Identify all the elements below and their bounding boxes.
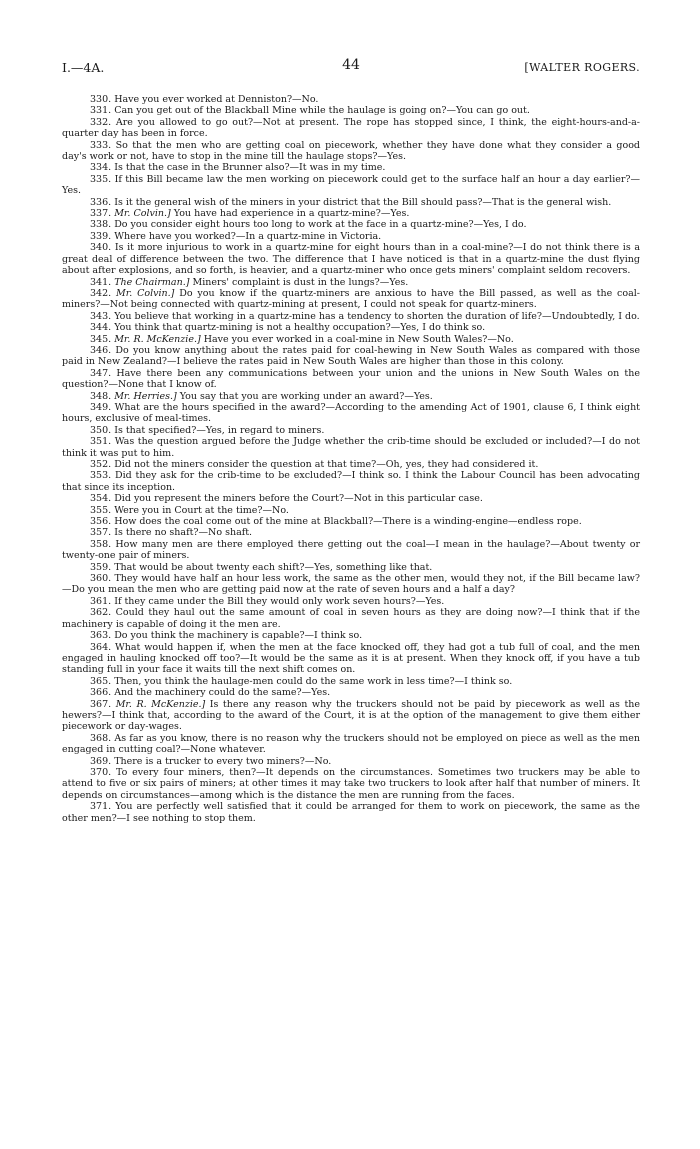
question-number: 353. [90, 470, 112, 482]
question-text: How many men are there employed there getting out the coal—I mean in the haulage?—About twenty or twenty-one pair of miners. [62, 538, 640, 562]
question-number: 367. [90, 698, 112, 710]
question-text: You think that quartz-mining is not a healthy occupation?—Yes, I do think so. [114, 322, 486, 334]
question-number: 331. [90, 105, 112, 117]
question-text: You are perfectly well satisfied that it could be arranged for them to work on piecework, the same as the other men?—I see nothing to stop them. [62, 801, 640, 824]
question-answer-paragraph [62, 767, 640, 801]
evidence-body [62, 94, 640, 824]
question-answer-paragraph [62, 105, 640, 116]
question-text: Are you allowed to go out?—Not at present. The rope has stopped since, I think, the eight-hours-and-a-quarter day has been in force. [62, 116, 640, 140]
question-number: 330. [90, 94, 112, 105]
question-number: 338. [90, 219, 112, 231]
question-answer-paragraph [62, 117, 640, 140]
question-number: 358. [90, 538, 112, 550]
question-answer-paragraph [62, 642, 640, 676]
question-text: Is it more injurious to work in a quartz-mine for eight hours than in a coal-mine?—I do not think there is a great deal of difference between the two. The difference that I have noticed is that in a quartz-mine the dust flying about after explosions, and so forth, is heavier, and a quartz-miner who once gets miners' complaint seldom recovers. [62, 242, 640, 277]
question-number: 340. [90, 242, 112, 254]
question-text: To every four miners, then?—It depends on the circumstances. Sometimes two truckers may be able to attend to five or six pairs of miners; at other times it may take two truckers to look after half that number of miners. It depends on circumstances—among which is the distance the men are running from the faces. [62, 766, 640, 801]
question-number: 361. [90, 595, 112, 607]
question-text: Is it the general wish of the miners in your district that the Bill should pass?—That is the general wish. [114, 196, 612, 208]
question-number: 369. [90, 755, 112, 767]
question-answer-paragraph [62, 539, 640, 562]
question-number: 360. [90, 573, 112, 585]
question-number: 336. [90, 196, 112, 208]
question-number: 349. [90, 401, 112, 413]
question-answer-paragraph [62, 322, 640, 333]
question-number: 371. [90, 801, 112, 813]
question-number: 342. [90, 287, 112, 299]
question-number: 343. [90, 310, 112, 322]
question-answer-paragraph [62, 219, 640, 230]
question-number: 356. [90, 516, 112, 528]
question-text: Did they ask for the crib-time to be excluded?—I think so. I think the Labour Council has been advocating that since its inception. [62, 470, 640, 493]
question-number: 341. [90, 276, 112, 288]
question-answer-paragraph [62, 687, 640, 698]
question-number: 362. [90, 607, 112, 619]
question-answer-paragraph [62, 311, 640, 322]
question-answer-paragraph [62, 505, 640, 516]
page-number: 44 [342, 57, 360, 73]
question-text: If this Bill became law the men working on piecework could get to the surface half an hour a day earlier?—Yes. [62, 173, 640, 197]
question-answer-paragraph [62, 562, 640, 573]
question-text: As far as you know, there is no reason why the truckers should not be employed on piece as well as the men engaged in cutting coal?—None whatever. [62, 732, 640, 756]
page-header [62, 58, 640, 78]
question-number: 337. [90, 208, 112, 220]
question-number: 332. [90, 116, 112, 128]
question-answer-paragraph [62, 208, 640, 219]
question-number: 335. [90, 173, 112, 185]
question-number: 333. [90, 139, 112, 151]
question-answer-paragraph [62, 699, 640, 733]
question-number: 368. [90, 732, 112, 744]
question-answer-paragraph [62, 174, 640, 197]
question-text: How does the coal come out of the mine at Blackball?—There is a winding-engine—endless rope. [114, 516, 582, 528]
question-number: 352. [90, 459, 112, 470]
speaker-name: The Chairman.] [114, 276, 190, 288]
question-answer-paragraph [62, 277, 640, 288]
question-number: 334. [90, 162, 112, 174]
question-number: 348. [90, 390, 112, 402]
question-number: 339. [90, 230, 112, 242]
question-answer-paragraph [62, 630, 640, 641]
question-text: And the machinery could do the same?—Yes. [114, 687, 331, 699]
question-text: Did you represent the miners before the Court?—Not in this particular case. [114, 493, 483, 505]
question-text: That would be about twenty each shift?—Yes, something like that. [114, 561, 433, 573]
question-answer-paragraph [62, 197, 640, 208]
question-text: There is a trucker to every two miners?—No. [114, 755, 332, 767]
question-text: Have you ever worked in a coal-mine in New South Wales?—No. [203, 333, 514, 345]
question-answer-paragraph [62, 573, 640, 596]
question-answer-paragraph [62, 140, 640, 163]
question-text: Have there been any communications between your union and the unions in New South Wales on the question?—None that I know of. [62, 367, 640, 391]
question-answer-paragraph [62, 242, 640, 276]
question-answer-paragraph [62, 231, 640, 242]
question-answer-paragraph [62, 391, 640, 402]
question-answer-paragraph [62, 607, 640, 630]
question-number: 366. [90, 687, 112, 699]
question-answer-paragraph [62, 596, 640, 607]
question-text: Is that specified?—Yes, in regard to miners. [114, 424, 325, 436]
question-number: 363. [90, 630, 112, 642]
question-number: 370. [90, 766, 112, 778]
question-number: 347. [90, 367, 112, 379]
speaker-name: Mr. Herries.] [114, 390, 177, 402]
question-answer-paragraph [62, 334, 640, 345]
question-number: 351. [90, 436, 112, 448]
question-answer-paragraph [62, 493, 640, 504]
question-text: If they came under the Bill they would only work seven hours?—Yes. [114, 595, 445, 607]
witness-name: [WALTER ROGERS. [524, 61, 640, 74]
question-text: They would have half an hour less work, the same as the other men, would they not, if the Bill became law?—Do you mean the men who are getting paid now at the rate of seven hours and a half a day? [62, 573, 640, 596]
speaker-name: Mr. Colvin.] [114, 208, 171, 220]
question-text: Have you ever worked at Denniston?—No. [114, 94, 319, 105]
question-answer-paragraph [62, 801, 640, 824]
question-answer-paragraph [62, 459, 640, 470]
question-text: Do you know if the quartz-miners are anxious to have the Bill passed, as well as the coal-miners?—Not being connected with quartz-mining at present, I could not speak for quartz-miners. [62, 287, 640, 311]
question-text: Can you get out of the Blackball Mine while the haulage is going on?—You can go out. [114, 105, 530, 117]
question-answer-paragraph [62, 733, 640, 756]
question-text: What would happen if, when the men at the face knocked off, they had got a tub full of coal, and the men engaged in hauling knocked off too?—It would be the same as it is at present. When they knock off, if you have a tub standing full in your face it waits till the next shift comes on. [62, 641, 640, 676]
document-page [62, 58, 640, 824]
speaker-name: Mr. R. McKenzie.] [114, 333, 201, 345]
question-text: Did not the miners consider the question at that time?—Oh, yes, they had considered it. [114, 459, 539, 470]
question-answer-paragraph [62, 288, 640, 311]
question-number: 354. [90, 493, 112, 505]
question-text: Is there any reason why the truckers should not be paid by piecework as well as the hewers?—I think that, according to the award of the Court, it is at the option of the management to give them either piecework or day-wages. [62, 698, 641, 733]
question-text: What are the hours specified in the award?—According to the amending Act of 1901, clause 6, I think eight hours, exclusive of meal-times. [62, 401, 640, 425]
question-number: 344. [90, 322, 112, 334]
question-answer-paragraph [62, 345, 640, 368]
question-text: So that the men who are getting coal on piecework, whether they have done what they consider a good day's work or not, have to stop in the mine till the haulage stops?—Yes. [62, 139, 640, 163]
question-text: Is there no shaft?—No shaft. [114, 527, 253, 539]
speaker-name: Mr. R. McKenzie.] [115, 698, 206, 710]
question-number: 345. [90, 333, 112, 345]
question-answer-paragraph [62, 676, 640, 687]
question-text: Were you in Court at the time?—No. [114, 504, 289, 516]
question-number: 350. [90, 424, 112, 436]
question-number: 355. [90, 504, 112, 516]
question-number: 364. [90, 641, 112, 653]
question-text: You say that you are working under an award?—Yes. [179, 390, 433, 402]
question-answer-paragraph [62, 470, 640, 493]
question-text: You have had experience in a quartz-mine?—Yes. [173, 208, 410, 220]
question-text: Then, you think the haulage-men could do the same work in less time?—I think so. [114, 675, 513, 687]
question-number: 365. [90, 675, 112, 687]
question-answer-paragraph [62, 436, 640, 459]
question-text: Do you know anything about the rates paid for coal-hewing in New South Wales as compared with those paid in New Zealand?—I believe the rates paid in New South Wales are higher than those in this colony. [62, 344, 640, 368]
question-number: 357. [90, 527, 112, 539]
question-text: Could they haul out the same amount of coal in seven hours as they are doing now?—I think that if the machinery is capable of doing it the men are. [62, 607, 640, 630]
question-text: Miners' complaint is dust in the lungs?—Yes. [192, 276, 409, 288]
question-answer-paragraph [62, 162, 640, 173]
question-text: You believe that working in a quartz-mine has a tendency to shorten the duration of life?—Undoubtedly, I do. [114, 310, 640, 322]
question-answer-paragraph [62, 756, 640, 767]
document-reference: I.—4A. [62, 60, 105, 75]
question-number: 359. [90, 561, 112, 573]
question-text: Do you consider eight hours too long to work at the face in a quartz-mine?—Yes, I do. [114, 219, 527, 231]
speaker-name: Mr. Colvin.] [116, 287, 175, 299]
question-answer-paragraph [62, 402, 640, 425]
question-text: Where have you worked?—In a quartz-mine in Victoria. [114, 230, 382, 242]
question-text: Was the question argued before the Judge whether the crib-time should be excluded or included?—I do not think it was put to him. [62, 436, 640, 459]
question-text: Is that the case in the Brunner also?—It was in my time. [114, 162, 386, 174]
question-number: 346. [90, 344, 112, 356]
question-answer-paragraph [62, 368, 640, 391]
question-text: Do you think the machinery is capable?—I think so. [114, 630, 363, 642]
question-answer-paragraph [62, 516, 640, 527]
question-answer-paragraph [62, 527, 640, 538]
question-answer-paragraph [62, 425, 640, 436]
question-answer-paragraph [62, 94, 640, 105]
